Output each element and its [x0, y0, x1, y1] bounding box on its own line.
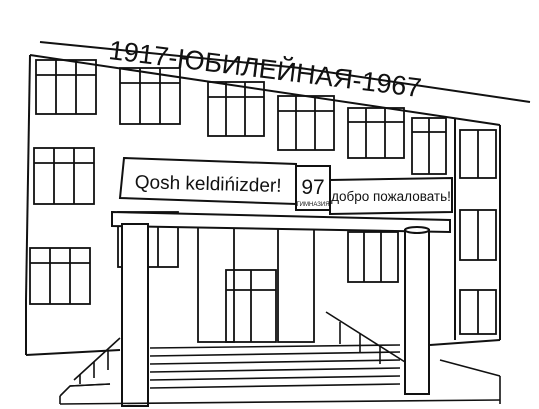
sign-number: 97 — [301, 176, 325, 199]
sign-number-caption: ГИМНАЗИЯ — [296, 202, 330, 208]
sign-right-text: добро пожаловать! — [331, 189, 451, 204]
jubilee-banner-text: 1917-ЮБИЛЕЙНАЯ-1967 — [107, 35, 424, 104]
sign-left-text: Qosh keldińizder! — [134, 172, 282, 197]
